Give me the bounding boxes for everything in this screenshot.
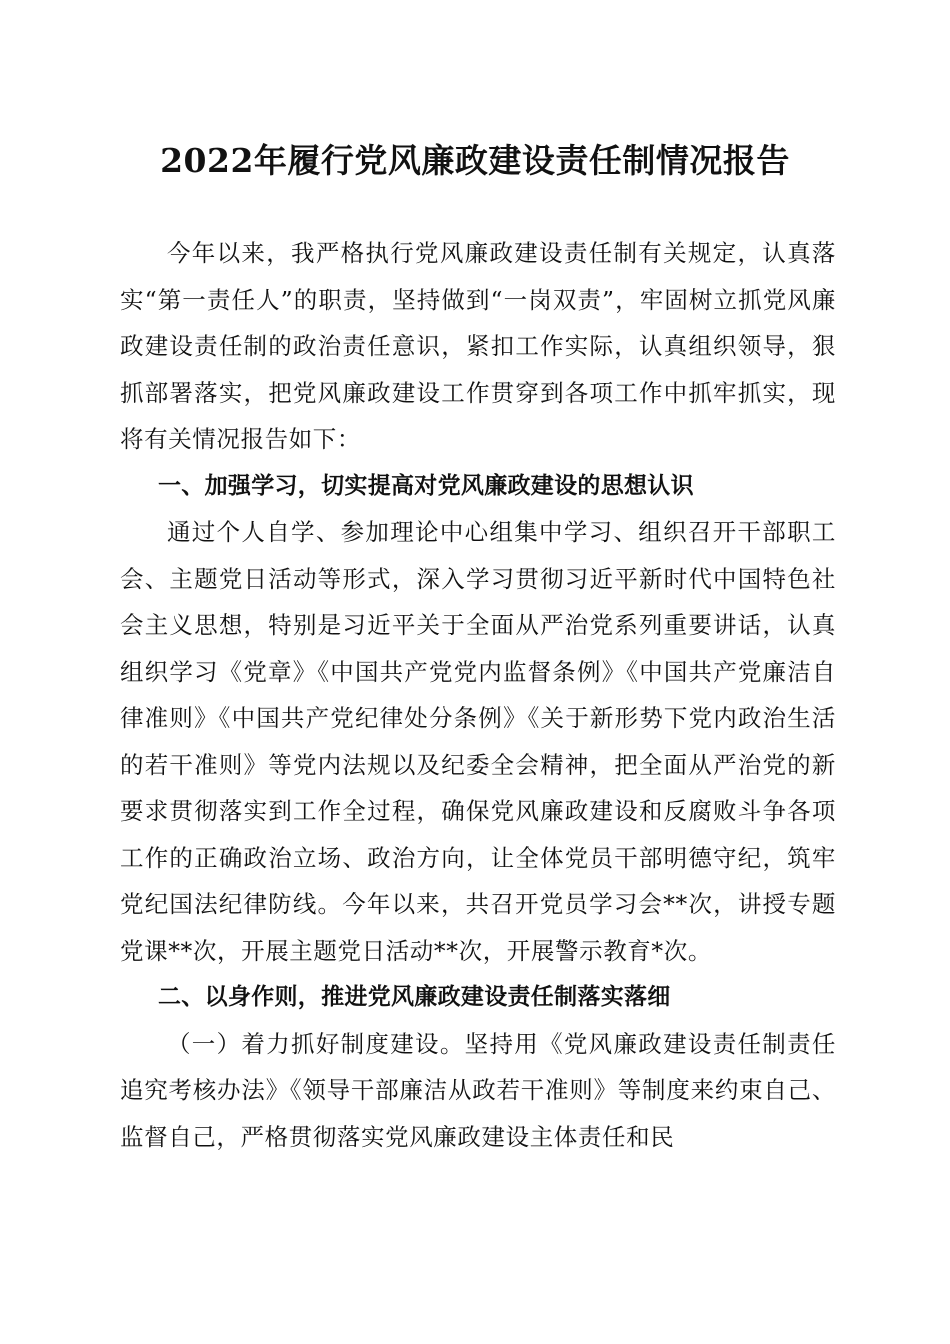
document-title: 2022年履行党风廉政建设责任制情况报告	[160, 141, 790, 180]
section-2-heading: 二、以身作则，推进党风廉政建设责任制落实落细	[158, 984, 671, 1010]
document-body	[120, 230, 836, 1160]
section-2-paragraph	[120, 1021, 836, 1161]
intro-paragraph: 今年以来，我严格执行党风廉政建设责任制有关规定，认真落实“第一责任人”的职责，坚持做到“一岗双责”，牢固树立抓党风廉政建设责任制的政治责任意识，紧扣工作实际，认真组织领导，狠抓部署落实，把党风廉政建设工作贯穿到各项工作中抓牢抓实，现将有关情况报告如下：	[120, 239, 836, 453]
section-1-paragraph: 通过个人自学、参加理论中心组集中学习、组织召开干部职工会、主题党日活动等形式，深入学习贯彻习近平新时代中国特色社会主义思想，特别是习近平关于全面从严治党系列重要讲话，认真组织学习《党章》《中国共产党党内监督条例》《中国共产党廉洁自律准则》《中国共产党纪律处分条例》《关于新形势下党内政治生活的若干准则》等党内法规以及纪委全会精神，把全面从严治党的新要求贯彻落实到工作全过程，确保党风廉政建设和反腐败斗争各项工作的正确政治立场、政治方向，让全体党员干部明德守纪，筑牢党纪国法纪律防线。今年以来，共召开党员学习会**次，讲授专题党课**次，开展主题党日活动**次，开展警示教育*次。	[120, 518, 836, 965]
section-2-paragraph-text: 坚持用《党风廉政建设责任制责任追究考核办法》《领导干部廉洁从政若干准则》等制度来约束自己、监督自己，严格贯彻落实党风廉政建设主体责任和民	[120, 1029, 837, 1151]
section-1-heading: 一、加强学习，切实提高对党风廉政建设的思想认识	[158, 472, 694, 499]
section-2-subheading: （一）着力抓好制度建设。	[167, 1029, 465, 1058]
